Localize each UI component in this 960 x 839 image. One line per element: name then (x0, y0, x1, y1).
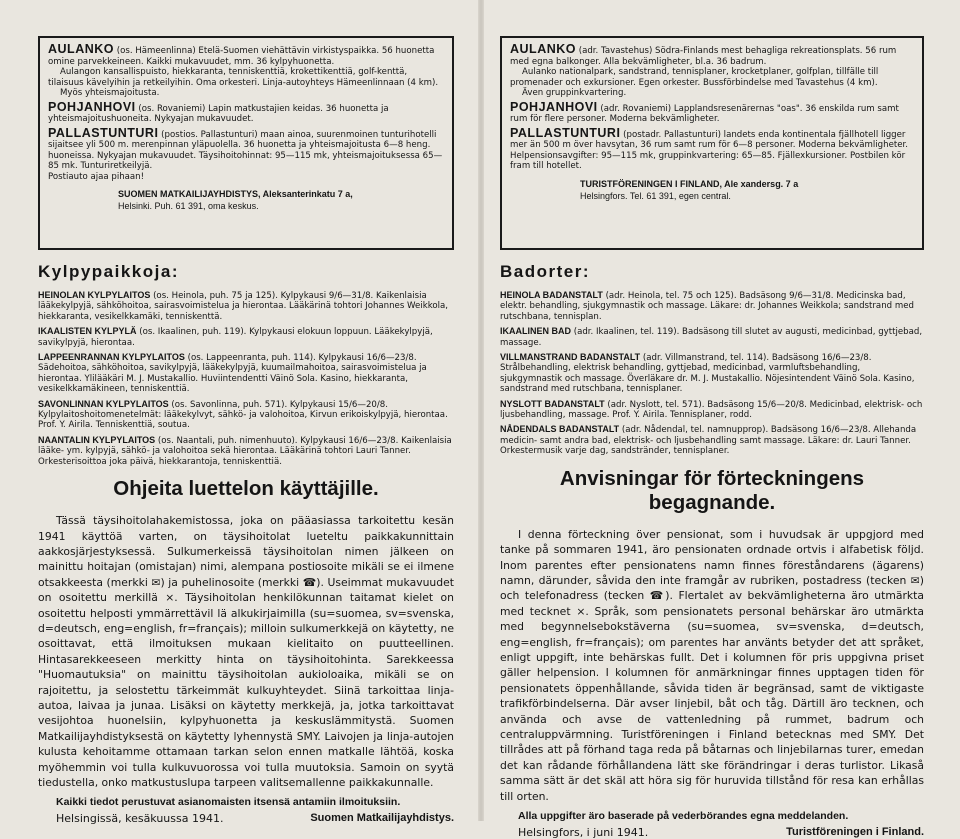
guide-place-date: Helsingfors, i juni 1941. (518, 826, 649, 839)
guide-org: Suomen Matkailijayhdistys. (310, 812, 454, 825)
spa-item: IKAALINEN BAD (adr. Ikaalinen, tel. 119). Badsäsong till slutet av augusti, medicinbad, gyttjebad, massage. (500, 326, 923, 348)
spa-list (500, 290, 924, 457)
spa-item: HEINOLA BADANSTALT (adr. Heinola, tel. 75 och 125). Badsäsong 9/6—31/8. Medicinska bad, elektr. behandling, sjukgymnastik och massage. Läkare: dr. Johannes Weikkola; sandstrand med rutschbana, tennisplan. (500, 290, 914, 322)
spa-item: NÅDENDALS BADANSTALT (adr. Nådendal, tel. namnupprop). Badsäsong 16/6—23/8. Allehanda medicin- samt andra bad, elektrisk- och ljusbehandling samt massage. Läkare: dr. Lauri Tanner. Orkestermusik varje dag, sandstränder, tennisplaner. (500, 424, 917, 457)
entry-name: AULANKO (48, 42, 114, 56)
entry-aulanko-sv (510, 44, 914, 99)
spa-section-title: Kylpypaikkoja: (38, 262, 179, 281)
footer-org: TURISTFÖRENINGEN I FINLAND, Ale xandersg. 7 a (580, 178, 799, 189)
entry-pallastunturi-sv (510, 125, 914, 172)
entry-text: (os. Hämeenlinna) Etelä-Suomen viehättävin virkistyspaikka. 56 huonetta omine parvekkeineen. Kaikki mukavuudet, mm. 36 kylpyhuonetta. (48, 46, 435, 67)
guide-title: Ohjeita luettelon käyttäjille. (113, 477, 379, 501)
footer-address: Helsingfors. Tel. 61 391, egen central. (580, 190, 731, 201)
spa-item: HEINOLAN KYLPYLAITOS (os. Heinola, puh. 75 ja 125). Kylpykausi 9/6—31/8. Kaikenlaisia lääkekylpyjä, sähköhoitoa, sairasvoimistelua ja hierontaa. Lääkärinä tohtori Johannes Weikkola, hiekkaranta, vesikelkkamäki, tenniskenttä. (38, 290, 449, 322)
spa-item: SAVONLINNAN KYLPYLAITOS (os. Savonlinna, puh. 571). Kylpykausi 15/6—20/8. Kylpylaitoshoitomenetelmät: lääkekylvyt, sähkö- ja valohoitoa, Kirvun erikoiskylpyjä, hierontaa. Prof. Y. Airila. Tenniskenttiä, soutua. (38, 398, 448, 431)
guide-text: I denna förteckning över pensionat, som i huvudsak är uppgjord med tanke på sommaren 1941, äro pensionaten ordnade ortvis i alfabetisk följd. Inom parentes efter pensionatens namn finnes föreståndarens (ägarens) namn, därunder, såvida den inte framgår av rubriken, postadress (tecken ✉) och telefonadress (tecken ☎). Flertalet av bekvämligheterna äro utmärkta med tecknet ×. Språk, som pensionatets personal behärskar äro utmärkta med begynnelsebokstäverna (su=suomea, sv=svenska, d=deutsch, eng=english, fr=français); om parentes har använts betyder det att språket, enligt uppgift, inte behärskas fullt. Det i kolumnen för pris uppgivna priset gäller helpension. I kolumnen för anmärkningar finnes upptagen tiden för pensionatets öppenhållande, såvida tiden är begränsad, samt de viktigaste trafikförbindelserna. Där avser linjebil, båt och tåg. Därtill äro tecknen, och använda och avse de vattenledning på rummet, badrum och centraluppvärmning. Turistföreningen i Finland betecknas med SMY. Det tillrådes att på förhand taga reda på båtarnas och linjebilarnas turer, emedan det kan rådande förhållandena lätt ske förändringar i deras turlistor. Likaså samma sätt är det skäl att höra sig för huruvida tillstånd för resa kan erhållas till orten. (500, 527, 924, 803)
finnish-column (38, 36, 454, 825)
entry-text: Myös yhteismajoitusta. (60, 88, 160, 98)
guide-strong-line: Kaikki tiedot perustuvat asianomaisten itsensä antamiin ilmoituksiin. (56, 796, 401, 809)
entry-text: Aulangon kansallispuisto, hiekkaranta, tenniskenttiä, krokettikenttiä, golf-kenttä, tilaisuus kävelyihin ja retkeilyihin. Oma orkesteri. Linja-autoyhteys Hämeenlinnaan (4 km). (48, 67, 439, 88)
guide-signature (500, 826, 924, 839)
guide-org: Turistföreningen i Finland. (786, 826, 924, 838)
entry-aulanko-fi (48, 44, 444, 99)
entry-pohjanhovi-fi (48, 99, 444, 125)
box-footer (118, 188, 444, 212)
spa-item: NYSLOTT BADANSTALT (adr. Nyslott, tel. 571). Badsäsong 15/6—20/8. Medicinbad, elektrisk- och ljusbehandling, massage. Prof. Y. Airila. Tennisplaner, rodd. (500, 398, 923, 421)
entry-text: (adr. Tavastehus) Södra-Finlands mest behagliga rekreationsplats. 56 rum med egna balkonger. Alla bekvämligheter, bl.a. 36 badrum. (510, 46, 897, 67)
page-gutter (478, 0, 484, 821)
spa-item: VILLMANSTRAND BADANSTALT (adr. Villmanstrand, tel. 114). Badsäsong 16/6—23/8. Strålbehandling, elektrisk behandling, gyttjebad, medicinbad, varmluftsbehandling, sjukgymnastik och massage. Överläkare dr. M. J. Mustakallio. Nöjesintendent Väinö Sola. Kasino, sandstrand med rutschbana, tennisplaner. (500, 352, 915, 395)
entry-text: Även gruppinkvartering. (522, 88, 627, 98)
entry-text: Aulanko nationalpark, sandstrand, tennisplaner, krocketplaner, golfplan, tillfälle till promenader och exkursioner. Egen orkester. Bussförbindelse med Tavastehus (4 km). (510, 67, 879, 88)
box-footer (580, 178, 914, 202)
footer-org: SUOMEN MATKAILIJAYHDISTYS, Aleksanterinkatu 7 a, (118, 189, 353, 199)
entry-name: POHJANHOVI (48, 99, 136, 114)
guide-signature (38, 812, 454, 825)
swedish-column (500, 36, 924, 839)
entry-name: POHJANHOVI (510, 99, 598, 114)
finnish-hotel-box (38, 36, 454, 250)
entry-text: (postadr. Pallastunturi) landets enda kontinentala fjällhotell ligger mer än 500 m över havsytan, 36 rum samt rum för 6—8 personer. Moderna bekvämligheter. Helpensionsavgifter: 95—115 mk, gruppinkvartering: 65—85. Fjällexkursioner. Postbilen kör fram till hotellet. (510, 129, 908, 171)
entry-name: PALLASTUNTURI (510, 125, 621, 140)
guide-place-date: Helsingissä, kesäkuussa 1941. (56, 812, 224, 826)
entry-name: AULANKO (510, 42, 576, 56)
entry-text: Postiauto ajaa pihaan! (48, 171, 145, 182)
swedish-hotel-box (500, 36, 924, 250)
footer-address: Helsinki. Puh. 61 391, oma keskus. (118, 201, 259, 211)
entry-text: (postios. Pallastunturi) maan ainoa, suurenmoinen tunturihotelli sijaitsee yli 500 m. merenpinnan yläpuolella. 36 huonetta ja yhteismajoitusta 6—8 heng. huoneissa. Nykyajan mukavuudet. Täysihoitohinnat: 95—115 mk, yhteismajoituksessa 65—85 mk. Tunturiretkeilyjä. (48, 129, 443, 171)
entry-name: PALLASTUNTURI (48, 125, 159, 140)
guide-strong-line: Alla uppgifter äro baserade på vederbörandes egna meddelanden. (518, 810, 849, 822)
entry-text: (os. Rovaniemi) Lapin matkustajien keidas. 36 huonetta ja yhteismajoitushuoneita. Nykyajan mukavuudet. (48, 103, 389, 124)
spa-list (38, 290, 454, 467)
guide-text: Tässä täysihoitolahakemistossa, joka on pääasiassa tarkoitettu kesän 1941 käyttöä varten, on täysihoitolat lueteltu paikkakunnittain aakkosjärjestyksessä. Sulkumerkeissä täysihoitolan nimen jälkeen on mainittu hoitajan (omistajan) nimi, alempana postiosoite mikäli se ei ilmene otsakkeesta (merkki ✉) ja puhelinosoite (merkki ☎). Useimmat mukavuudet on osoitettu merkillä ×. Täysihoitolan henkilökunnan taitamat kielet on osoitettu helposti ymmärrettävil lä alkukirjaimilla (su=suomea, sv=svenska, d=deutsch, eng=english, fr=français); milloin sulkumerkkejä on käytetty, ne osoittavat, että ilmoituksen mukaan kielitaito on puutteellinen. Hintasarekkeeseen merkitty hinta on täysihoitohinta. Sarekkeessa "Huomautuksia" on mainittu täysihoitolan aukioloaika, mikäli se on rajoitettu, ja selostettu tärkeimmät kulkuyhteydet. Siinä tarkoittaa linja-autoa, laivaa ja junaa. Lisäksi on käytetty merkkejä, ja, jotka tarkoittavat vesijohtoa huonelsiin, kylpyhuonetta ja keskuslämmitystä. Suomen Matkailijayhdistyksestä on käytetty lyhennystä SMY. Laivojen ja linja-autojen kulusta kehoitamme ottamaan tarkan selon ennen matkalle lähtöä, koska myöhemmin voi tulla kulkuvuorossa voi tulla muutoksia. Samoin on syytä tiedustella, onko matkustuslupa tarpeen valitsemallenne paikkakunnalle. (38, 514, 454, 789)
entry-pallastunturi-fi (48, 125, 444, 183)
spa-section-title: Badorter: (500, 262, 591, 281)
entry-pohjanhovi-sv (510, 99, 914, 125)
spa-item: NAANTALIN KYLPYLAITOS (os. Naantali, puh. nimenhuuto). Kylpykausi 16/6—23/8. Kaikenlaisia lääke- ym. kylpyjä, sähkö- ja valohoitoa sekä hierontaa. Lääkärinä tohtori Lauri Tanner. Orkesterisoittoa joka päivä, hiekkarantoja, tenniskenttiä. (38, 434, 452, 467)
spa-item: LAPPEENRANNAN KYLPYLAITOS (os. Lappeenranta, puh. 114). Kylpykausi 16/6—23/8. Sädehoitoa, sähköhoitoa, savikylpyjä, lääkekylpyjä, kuumailmahoitoa, sairasvoimistelua ja hierontaa. Ylilääkäri M. J. Mustakallio. Huviintendentti Väinö Sola. Kasino, hiekkaranta, vesikelkkamäkineen, tenniskenttiä. (38, 352, 427, 395)
spa-item: IKAALISTEN KYLPYLÄ (os. Ikaalinen, puh. 119). Kylpykausi elokuun loppuun. Lääkekylpyjä, savikylpyjä, hierontaa. (38, 326, 433, 348)
entry-text: (adr. Rovaniemi) Lapplandsresenärernas "oas". 36 enskilda rum samt rum för flere personer. Moderna bekvämligheter. (510, 103, 899, 124)
guide-title: Anvisningar för förteckningens begagnande. (559, 466, 865, 514)
